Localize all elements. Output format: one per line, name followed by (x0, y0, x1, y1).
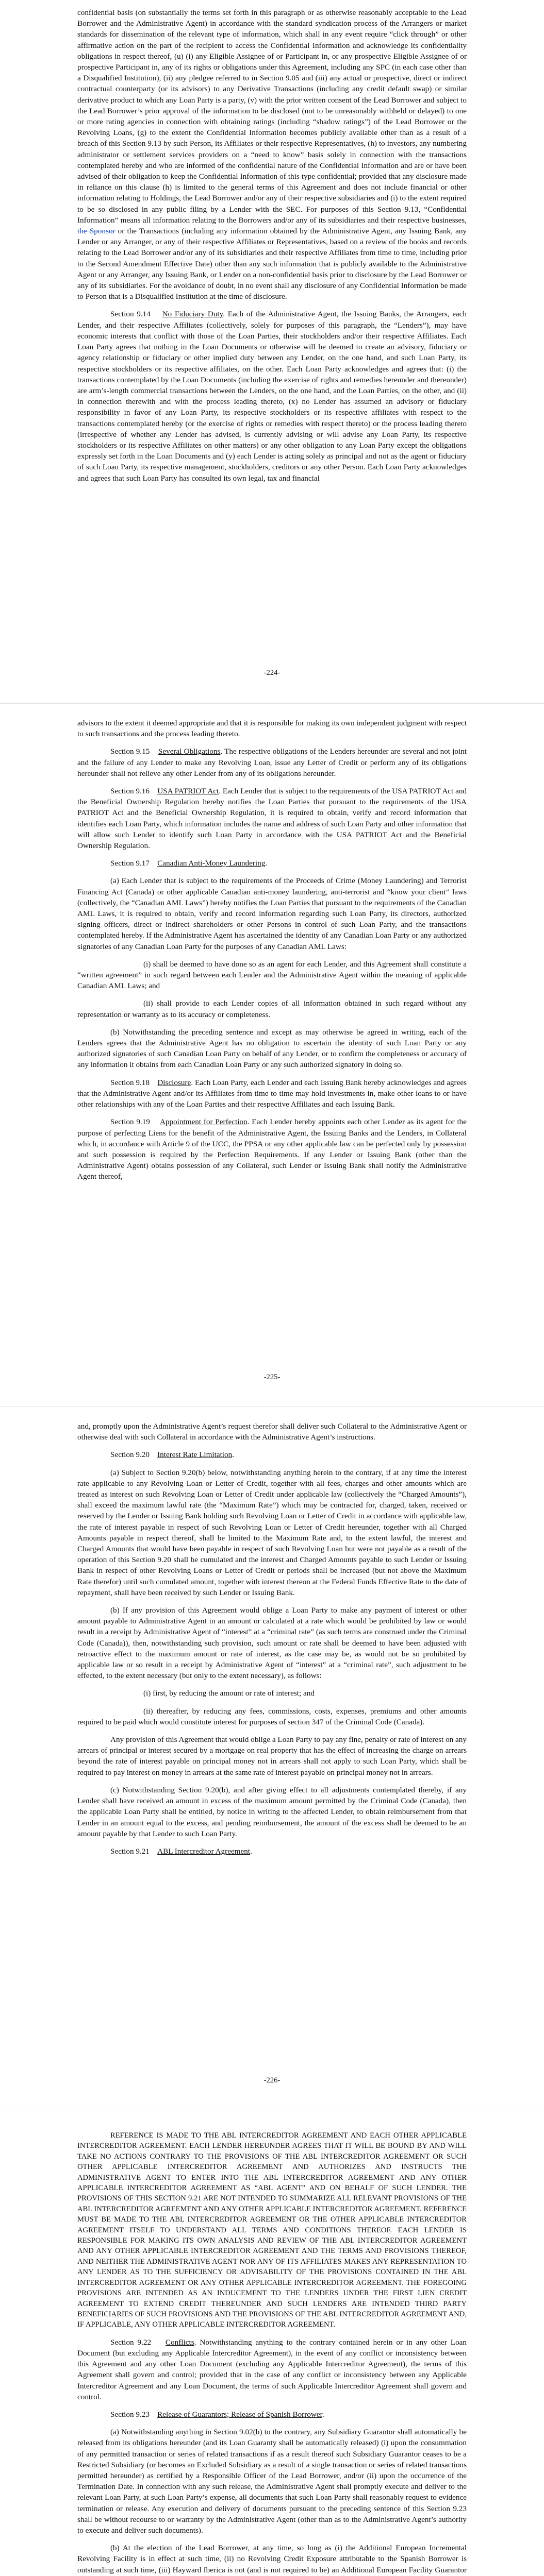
paragraph-confidentiality-continued: confidential basis (on substantially the terms set forth in this paragraph or as otherwise reasonably acceptable to the Lead Borrower and the Administrative Agent) in accordance with the standard syndication process of the Arrangers or market standards for dissemination of the relevant type of information, which shall in any event require “click through” or other affirmative action on the part of the recipient to access the Confidential Information and acknowledge its confidentiality obligations in respect thereof, (u) (i) any Eligible Assignee of or Participant in, or any prospective Eligible Assignee of or prospective Participant in, any of its rights or obligations under this Agreement, including any SPC (in each case other than a Disqualified Institution), (ii) any pledgee referred to in Section 9.05 and (iii) any actual or prospective, direct or indirect contractual counterparty (or its advisors) to any Derivative Transactions (including any credit default swap) or similar derivative product to which any Loan Party is a party, (v) with the prior written consent of the Lead Borrower and subject to the Lead Borrower’s prior approval of the information to be disclosed (not to be unreasonably withheld or delayed) to one or more rating agencies in connection with obtaining ratings (including “shadow ratings”) of the Lead Borrower or the Revolving Loans, (g) to the extent the Confidential Information becomes publicly available other than as a result of a breach of this Section 9.13 by such Person, its Affiliates or their respective Representatives, (h) to investors, any numbering administrator or settlement services providers on a “need to know” basis solely in connection with the transactions contemplated hereby and who are informed of the confidential nature of the Confidential Information and are or have been advised of their obligation to keep the Confidential Information of this type confidential; provided that any disclosure made in reliance on this clause (h) is limited to the general terms of this Agreement and does not include financial or other information relating to Holdings, the Lead Borrower and/or any of their respective subsidiaries and (i) to the extent required to be so disclosed in any public filing by a Lender with the SEC. For purposes of this Section 9.13, “Confidential Information” means all information relating to the Borrowers and/or any of its subsidiaries and their respective businesses, the Sponsor or the Transactions (including any information obtained by the Administrative Agent, any Issuing Bank, any Lender or any Arranger, or any of their respective Affiliates or Representatives, based on a review of the books and records relating to the Lead Borrower and/or any of its subsidiaries and their respective Affiliates from time to time, including prior to the Second Amendment Effective Date) other than any such information that is publicly available to the Administrative Agent or any Arranger, any Issuing Bank, or Lender on a non-confidential basis prior to disclosure by the Lead Borrower or any of its subsidiaries. For the avoidance of doubt, in no event shall any disclosure of any Confidential Information be made to Person that is a Disqualified Institution at the time of disclosure. (77, 8, 467, 301)
section-9-23-b: (b) At the election of the Lead Borrower, at any time, so long as (i) the Additional European Incremental Revolving Facility is in effect at such time, (ii) no Revolving Credit Exposure attributable to the Spanish Borrower is outstanding at such time, (iii) Hayward Iberica is not (and is not required to be) an Additional European Facility Guarantor (77, 2544, 467, 2574)
section-9-23: Section 9.23 Release of Guarantors; Release of Spanish Borrower. (110, 2410, 324, 2419)
page-number: -225- (263, 1373, 281, 1381)
section-9-20-a: (a) Subject to Section 9.20(b) below, notwithstanding anything herein to the contrary, if at any time the interest rate applicable to any Revolving Loan or Letter of Credit, together with all fees, charges and other amounts which are treated as interest on such Revolving Loan or Letter of Credit under applicable law (collectively the “Charged Amounts”), shall exceed the maximum lawful rate (the “Maximum Rate”) which may be contracted for, charged, taken, received or reserved by the Lender or Issuing Bank holding such Revolving Loan or Letter of Credit in accordance with applicable law, the rate of interest payable in respect of such Revolving Loan or Letter of Credit hereunder, together with all Charged Amounts payable in respect thereof, shall be limited to the Maximum Rate and, to the extent lawful, the interest and Charged Amounts that would have been payable in respect of such Revolving Loan but were not payable as a result of the operation of this Section 9.20 shall be cumulated and the interest and Charged Amounts payable to such Lender or Issuing Bank in respect of other Revolving Loans or Letter of Credit or periods shall be increased (but not above the Maximum Rate therefor) until such cumulated amount, together with interest thereon at the Federal Funds Effective Rate to the date of repayment, shall have been received by such Lender or Issuing Bank. (77, 1468, 467, 1597)
page-226 (0, 1406, 544, 2110)
deleted-text: the Sponsor (77, 227, 116, 236)
section-9-20-c: (c) Notwithstanding Section 9.20(b), and after giving effect to all adjustments contemplated thereby, if any Lender shall have received an amount in excess of the maximum amount permitted by the Criminal Code (Canada), then the applicable Loan Party shall be entitled, by notice in writing to the affected Lender, to obtain reimbursement from that Lender in an amount equal to the excess, and pending reimbursement, the amount of the excess shall be deemed to be an amount payable by that Lender to such Loan Party. (77, 1785, 467, 1838)
section-9-20: Section 9.20 Interest Rate Limitation. (110, 1450, 235, 1460)
section-title: Several Obligations (158, 747, 221, 756)
section-9-17-a: (a) Each Lender that is subject to the requirements of the Proceeds of Crime (Money Laundering) and Terrorist Financing Act (Canada) or other applicable Canadian anti-money laundering, anti-terrorist and “know your client” laws (collectively, the “Canadian AML Laws”) hereby notifies the Loan Parties that pursuant to the requirements of the Canadian AML Laws, it is required to obtain, verify and record information regarding such Loan Party, its directors, authorized signing officers, direct or indirect shareholders or other Persons in control of such Loan Party, and the transactions contemplated hereby. If the Administrative Agent has ascertained the identity of any Canadian Loan Party or any authorized signatories of any Canadian Loan Party for the purposes of any Canadian AML Laws: (77, 876, 467, 951)
section-9-17-b: (b) Notwithstanding the preceding sentence and except as may otherwise be agreed in writing, each of the Lenders agrees that the Administrative Agent has no obligation to ascertain the identity of such Loan Party or any authorized signatories of such Canadian Loan Party on behalf of any Lender, or to confirm the completeness or accuracy of any information it obtains from each Canadian Loan Party or any such authorized signatory in doing so. (77, 1027, 467, 1070)
section-title: ABL Intercreditor Agreement (157, 1846, 251, 1856)
page-224 (0, 0, 544, 703)
section-title: Interest Rate Limitation (157, 1450, 233, 1460)
section-9-20-b: (b) If any provision of this Agreement would oblige a Loan Party to make any payment of interest or other amount payable to Administrative Agent in an amount or calculated at a rate which would be prohibited by law or would result in a receipt by Administrative Agent of “interest” at a “criminal rate” (as such terms are construed under the Criminal Code (Canada)), then, notwithstanding such provision, such amount or rate shall be deemed to have been adjusted with retroactive effect to the maximum amount or rate of interest, as the case may be, as would not be so prohibited by applicable law or so result in a receipt by Administrative Agent of “interest” at a “criminal rate”, such adjustment to be effected, to the extent necessary (but only to the extent necessary), as follows: (77, 1606, 467, 1681)
section-title: Canadian Anti-Money Laundering (157, 859, 266, 868)
section-9-15: Section 9.15 Several Obligations. The respective obligations of the Lenders hereunder are several and not joint and the failure of any Lender to make any Revolving Loan, issue any Letter of Credit or perform any of its obligations hereunder shall not relieve any other Lender from any of its obligations hereunder. (77, 747, 467, 778)
section-title: Release of Guarantors; Release of Spanish Borrower (157, 2410, 322, 2419)
section-title: Appointment for Perfection (159, 1117, 248, 1127)
section-title: USA PATRIOT Act (157, 787, 219, 796)
intercreditor-caps-block: REFERENCE IS MADE TO THE ABL INTERCREDITOR AGREEMENT AND EACH OTHER APPLICABLE INTERCREDITOR AGREEMENT. EACH LENDER HEREUNDER AGREES THAT IT WILL BE BOUND BY AND WILL TAKE NO ACTIONS CONTRARY TO THE PROVISIONS OF THE ABL INTERCREDITOR AGREEMENT OR SUCH OTHER APPLICABLE INTERCREDITOR AGREEMENT AND AUTHORIZES AND INSTRUCTS THE ADMINISTRATIVE AGENT TO ENTER INTO THE ABL INTERCREDITOR AGREEMENT AND ANY OTHER APPLICABLE INTERCREDITOR AGREEMENT AS “ABL AGENT” AND ON BEHALF OF SUCH LENDER. THE PROVISIONS OF THIS SECTION 9.21 ARE NOT INTENDED TO SUMMARIZE ALL RELEVANT PROVISIONS OF THE ABL INTERCREDITOR AGREEMENT AND ANY OTHER APPLICABLE INTERCREDITOR AGREEMENT. REFERENCE MUST BE MADE TO THE ABL INTERCREDITOR AGREEMENT OR THE OTHER APPLICABLE INTERCREDITOR AGREEMENT ITSELF TO UNDERSTAND ALL TERMS AND CONDITIONS THEREOF. EACH LENDER IS RESPONSIBLE FOR MAKING ITS OWN ANALYSIS AND REVIEW OF THE ABL INTERCREDITOR AGREEMENT AND ANY OTHER APPLICABLE INTERCREDITOR AGREEMENT AND THE TERMS AND PROVISIONS THEREOF, AND NEITHER THE ADMINISTRATIVE AGENT NOR ANY OF ITS AFFILIATES MAKES ANY REPRESENTATION TO ANY LENDER AS TO THE SUFFICIENCY OR ADVISABILITY OF THE PROVISIONS CONTAINED IN THE ABL INTERCREDITOR AGREEMENT OR ANY OTHER APPLICABLE INTERCREDITOR AGREEMENT. THE FOREGOING PROVISIONS ARE INTENDED AS AN INDUCEMENT TO THE LENDERS UNDER THE FIRST LIEN CREDIT AGREEMENT TO EXTEND CREDIT THEREUNDER AND SUCH LENDERS ARE INTENDED THIRD PARTY BENEFICIARIES OF SUCH PROVISIONS AND THE PROVISIONS OF THE ABL INTERCREDITOR AGREEMENT AND, IF APPLICABLE, ANY OTHER APPLICABLE INTERCREDITOR AGREEMENT. (77, 2131, 467, 2329)
section-title: Disclosure (157, 1078, 191, 1087)
paragraph-collateral-continued: and, promptly upon the Administrative Agent’s request therefor shall deliver such Collateral to the Administrative Agent or otherwise deal with such Collateral in accordance with the Administrative Agent’s instructions. (77, 1422, 467, 1442)
section-9-18: Section 9.18 Disclosure. Each Loan Party, each Lender and each Issuing Bank hereby acknowledges and agrees that the Administrative Agent and/or its Affiliates from time to time may hold investments in, make other loans to or have other relationships with any of the Loan Parties and their respective Affiliates and each Issuing Bank. (77, 1078, 467, 1109)
section-9-17: Section 9.17 Canadian Anti-Money Laundering. (110, 859, 268, 868)
section-9-19: Section 9.19 Appointment for Perfection. Each Lender hereby appoints each other Lender as its agent for the purpose of perfecting Liens for the benefit of the Administrative Agent, the Issuing Banks and the Lenders, in Collateral which, in accordance with Article 9 of the UCC, the PPSA or any other applicable law can be perfected only by possession and such possession is required by the Perfection Requirements. If any Lender or Issuing Bank (other than the Administrative Agent) obtains possession of any Collateral, such Lender or Issuing Bank shall notify the Administrative Agent thereof, (77, 1117, 467, 1181)
section-9-16: Section 9.16 USA PATRIOT Act. Each Lender that is subject to the requirements of the USA PATRIOT Act and the Beneficial Ownership Regulation hereby notifies the Loan Parties that pursuant to the requirements of the USA PATRIOT Act and the Beneficial Ownership Regulation, it is required to obtain, verify and record information that identifies each Loan Party, which information includes the name and address of such Loan Party and other information that will allow such Lender to identify such Loan Party in accordance with the USA PATRIOT Act and the Beneficial Ownership Regulation. (77, 787, 467, 851)
section-title: No Fiduciary Duty (162, 310, 223, 319)
section-9-17-a-i: (i) shall be deemed to have done so as an agent for each Lender, and this Agreement shall constitute a “written agreement” in such regard between each Lender and the Administrative Agent within the meaning of applicable Canadian AML Laws; and (77, 959, 467, 991)
section-9-23-a: (a) Notwithstanding anything in Section 9.02(b) to the contrary, any Subsidiary Guarantor shall automatically be released from its obligations hereunder (and its Loan Guaranty shall be automatically released) (i) upon the consummation of any permitted transaction or series of related transactions if as a result thereof such Subsidiary Guarantor ceases to be a Restricted Subsidiary (or becomes an Excluded Subsidiary as a result of a single transaction or series of related transactions permitted hereunder) as certified by a Responsible Officer of the Lead Borrower, and/or (ii) upon the occurrence of the Termination Date. In connection with any such release, the Administrative Agent shall promptly execute and deliver to the relevant Loan Party, at such Loan Party’s expense, all documents that such Loan Party shall reasonably request to evidence termination or release. Any execution and delivery of documents pursuant to the preceding sentence of this Section 9.23 shall be without recourse to or warranty by the Administrative Agent (other than as to the Administrative Agent’s authority to execute and deliver such documents). (77, 2428, 467, 2535)
page-225 (0, 703, 544, 1406)
section-title: Conflicts (165, 2337, 194, 2347)
page-227 (0, 2110, 544, 2576)
page-number: -224- (263, 669, 281, 677)
section-9-20-b-i: (i) first, by reducing the amount or rate of interest; and (143, 1689, 315, 1698)
section-9-20-b-tail: Any provision of this Agreement that would oblige a Loan Party to pay any fine, penalty or rate of interest on any arrears of principal or interest secured by a mortgage on real property that has the effect of increasing the charge on arrears beyond the rate of interest payable on principal money not in arrears shall not apply to such Loan Party, which shall be required to pay interest on money in arrears at the same rate of interest payable on principal money not in arrears. (77, 1735, 467, 1777)
section-9-17-a-ii: (ii) shall provide to each Lender copies of all information obtained in such regard without any representation or warranty as to its accuracy or completeness. (77, 999, 467, 1019)
section-9-22: Section 9.22 Conflicts. Notwithstanding anything to the contrary contained herein or in any other Loan Document (but excluding any Applicable Intercreditor Agreement), in the event of any conflict or inconsistency between this Agreement and any other Loan Document (excluding any Applicable Intercreditor Agreement), the terms of this Agreement shall govern and control; provided that in the case of any conflict or inconsistency between any Applicable Intercreditor Agreement and any Loan Document, the terms of such Applicable Intercreditor Agreement shall govern and control. (77, 2337, 467, 2401)
section-9-21: Section 9.21 ABL Intercreditor Agreement. (110, 1846, 252, 1856)
section-9-20-b-ii: (ii) thereafter, by reducing any fees, commissions, costs, expenses, premiums and other amounts required to be paid which would constitute interest for purposes of section 347 of the Criminal Code (Canada). (77, 1706, 467, 1726)
paragraph-advisors-continued: advisors to the extent it deemed appropriate and that it is responsible for making its own independent judgment with respect to such transactions and the process leading thereto. (77, 719, 467, 739)
page-number: -226- (263, 2076, 281, 2084)
section-9-14: Section 9.14 No Fiduciary Duty. Each of the Administrative Agent, the Issuing Banks, the Arrangers, each Lender, and their respective Affiliates (collectively, solely for purposes of this paragraph, the “Lenders”), may have economic interests that conflict with those of the Loan Parties, their stockholders and/or their respective Affiliates. Each Loan Party agrees that nothing in the Loan Documents or otherwise will be deemed to create an advisory, fiduciary or agency relationship or fiduciary or other implied duty between any Lender, on the one hand, and such Loan Party, its respective stockholders or its respective affiliates, on the other. Each Loan Party acknowledges and agrees that: (i) the transactions contemplated by the Loan Documents (including the exercise of rights and remedies hereunder and thereunder) are arm’s-length commercial transactions between the Lenders, on the one hand, and the Loan Parties, on the other, and (ii) in connection therewith and with the process leading thereto, (x) no Lender has assumed an advisory or fiduciary responsibility in favor of any Loan Party, its respective stockholders or its respective affiliates with respect to the transactions contemplated hereby (or the exercise of rights or remedies with respect thereto) or the process leading thereto (irrespective of whether any Lender has advised, is currently advising or will advise any Loan Party, its respective stockholders or its respective Affiliates on other matters) or any other obligation to any Loan Party except the obligations expressly set forth in the Loan Documents and (y) each Lender is acting solely as principal and not as the agent or fiduciary of such Loan Party, its respective management, stockholders, creditors or any other Person. Each Loan Party acknowledges and agrees that such Loan Party has consulted its own legal, tax and financial (77, 310, 467, 483)
